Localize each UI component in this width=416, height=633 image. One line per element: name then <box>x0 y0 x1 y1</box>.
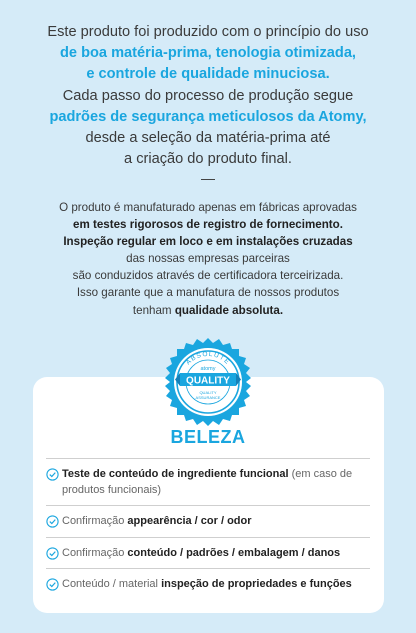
check-item-label: Conteúdo / material <box>62 578 162 590</box>
list-item <box>46 506 370 538</box>
detail-line-6: Isso garante que a manufatura de nossos produtos <box>76 286 340 300</box>
detail-line-7: tenham <box>132 303 175 317</box>
check-item-label: Confirmação <box>62 546 128 559</box>
detail-line-3: Inspeção regular em loco e em instalações cruzadas <box>63 235 353 249</box>
check-circle-icon <box>46 547 59 560</box>
intro-line-5: padrões de segurança meticulosos da Atomy, <box>49 108 367 125</box>
seal-top-text: ABSOLUTE <box>184 350 232 367</box>
detail-line-2: em testes rigorosos de registro de fornecimento. <box>73 218 343 232</box>
intro-line-2: de boa matéria-prima, tenologia otimizada, <box>60 45 356 62</box>
seal-brand: atomy <box>200 366 216 372</box>
category-title: BELEZA <box>170 427 246 447</box>
detail-line-4: das nossas empresas parceiras <box>126 252 290 266</box>
check-item-text: appearência / cor / odor <box>127 515 252 527</box>
check-item-text: conteúdo / padrões / embalagem / danos <box>127 546 341 559</box>
list-item <box>46 458 370 506</box>
check-item-text: inspeção de propriedades e funções <box>161 578 352 590</box>
check-circle-icon <box>46 468 59 481</box>
check-circle-icon <box>46 578 59 591</box>
seal-main-text: QUALITY <box>186 375 230 387</box>
quality-seal-icon <box>162 336 254 428</box>
detail-line-1: O produto é manufaturado apenas em fábricas aprovadas <box>59 201 357 214</box>
detail-line-5: são conduzidos através de certificadora terceirizada. <box>72 269 344 283</box>
check-item-label: Confirmação <box>62 515 128 527</box>
divider <box>201 179 215 180</box>
list-item <box>46 538 370 570</box>
intro-line-6: desde a seleção da matéria-prima até <box>85 130 331 147</box>
list-item <box>46 569 370 600</box>
intro-line-4: Cada passo do processo de produção segue <box>62 87 354 104</box>
detail-text <box>0 199 416 319</box>
intro-line-1: Este produto foi produzido com o princípio do uso <box>47 24 369 40</box>
seal-sub-2: ASSURANCE <box>195 395 221 400</box>
detail-line-7-bold: qualidade absoluta. <box>174 303 284 317</box>
check-item-note: (em caso de produtos funcionais) <box>62 468 353 496</box>
intro-line-3: e controle de qualidade minuciosa. <box>86 66 330 83</box>
seal-sub-1: QUALITY <box>199 390 217 395</box>
quality-checklist <box>46 458 370 600</box>
intro-line-7: a criação do produto final. <box>124 151 292 168</box>
intro-text <box>0 22 416 170</box>
check-item-text: Teste de conteúdo de ingrediente funcional <box>62 468 289 480</box>
check-circle-icon <box>46 515 59 528</box>
